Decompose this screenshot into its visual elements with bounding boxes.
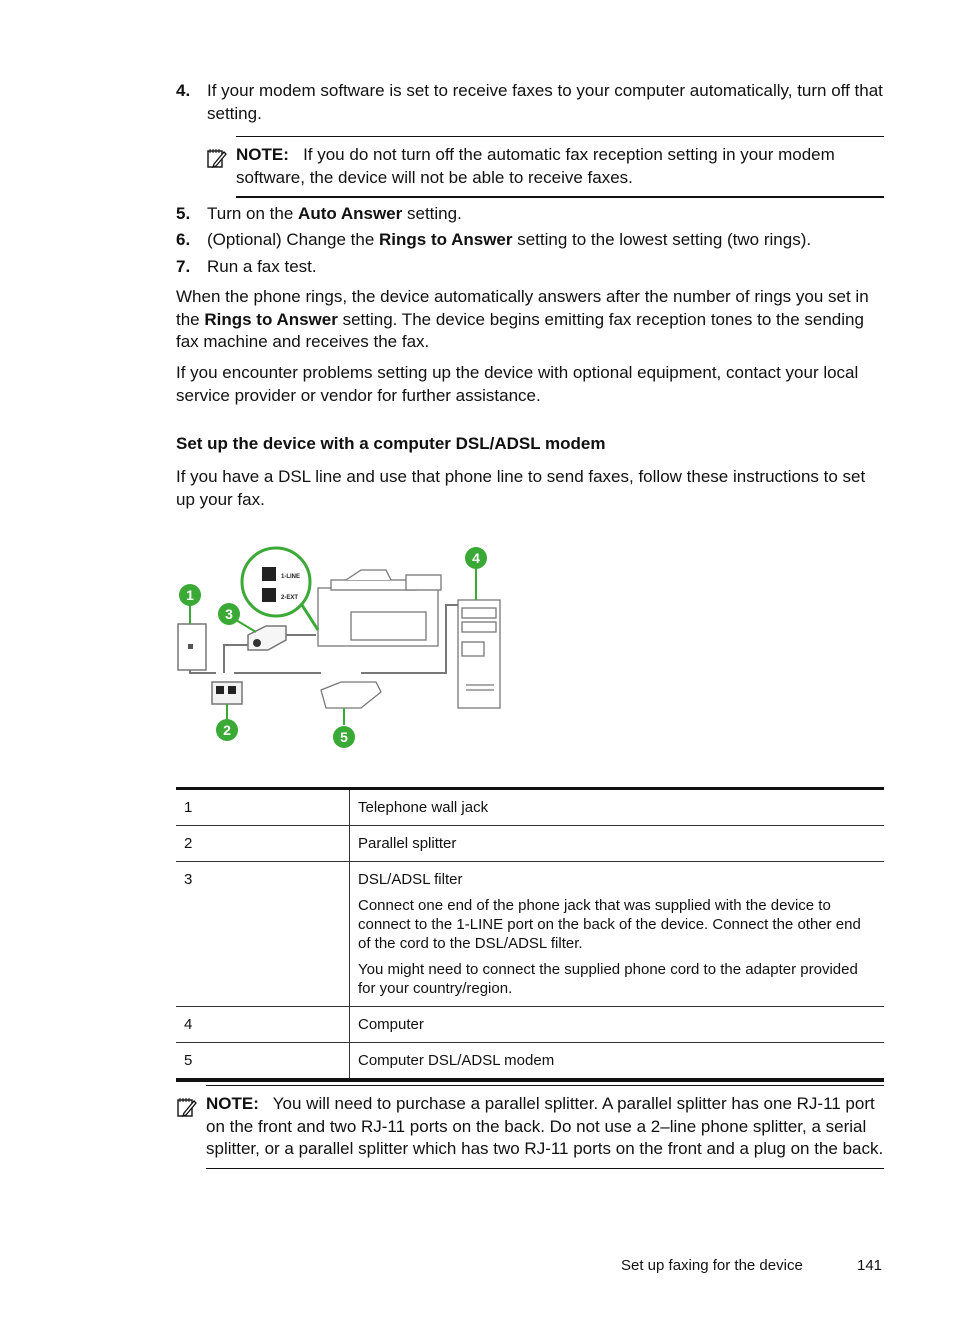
description-cell: [350, 826, 885, 862]
section-intro: If you have a DSL line and use that phone line to send faxes, follow these instructions to set up your fax.: [176, 467, 866, 509]
step-number: 7.: [176, 257, 191, 276]
description-line: Telephone wall jack: [358, 799, 489, 816]
description-cell: [350, 862, 885, 1007]
diagram-legend-table: [176, 787, 884, 1082]
callout-number: 5: [340, 729, 348, 745]
callout-number: 2: [223, 722, 231, 738]
step-text: setting to the lowest setting (two rings).: [512, 230, 812, 249]
splitter-icon: [212, 682, 242, 704]
description-cell: [350, 789, 885, 826]
description-line: Parallel splitter: [358, 835, 457, 852]
paragraph-auto-answer: [176, 286, 884, 354]
callout-number-cell: 5: [176, 1043, 350, 1081]
printer-icon: [318, 570, 441, 646]
note-label: NOTE:: [236, 145, 289, 164]
callout-3: [218, 603, 256, 632]
description-line: DSL/ADSL filter: [358, 871, 463, 888]
callout-number-cell: 2: [176, 826, 350, 862]
paragraph-problems: If you encounter problems setting up the device with optional equipment, contact your local service provider or vendor for further assistance.: [176, 363, 859, 405]
callout-number-cell: 1: [176, 789, 350, 826]
table-row: [176, 862, 884, 1007]
modem-icon: [321, 682, 381, 708]
note-pad-icon: [176, 1096, 198, 1118]
step-6: [176, 229, 884, 252]
callout-number: 1: [186, 587, 194, 603]
port-label-1-line: 1-LINE: [281, 574, 301, 580]
paragraph-text: setting. The device begins emitting fax reception tones to the sending fax machine and receives the fax.: [176, 309, 864, 351]
paragraph-text: When the phone rings, the device automatically answers after the number of rings you set in the: [176, 287, 869, 329]
description-line: Connect one end of the phone jack that was supplied with the device to connect to the 1-LINE port on the back of the device. Connect the other end of the cord to the DSL/ADSL filter.: [358, 897, 861, 952]
table-row: [176, 1007, 884, 1043]
step-text: If your modem software is set to receive faxes to your computer automatically, turn off that setting.: [207, 81, 883, 123]
note-pad-icon: [206, 147, 228, 169]
note-box-splitter: [206, 1085, 884, 1169]
callout-1: [179, 584, 201, 624]
step-7: [176, 256, 884, 279]
footer-section-title: Set up faxing for the device: [621, 1257, 803, 1274]
section-heading: Set up the device with a computer DSL/ADSL modem: [176, 434, 606, 453]
step-text: setting.: [402, 204, 462, 223]
description-line: Computer: [358, 1016, 424, 1033]
port-label-2-ext: 2-EXT: [281, 595, 299, 601]
callout-number: 3: [225, 606, 233, 622]
step-text: Run a fax test.: [207, 257, 317, 276]
note-content: [236, 137, 884, 196]
step-number: 6.: [176, 230, 191, 249]
wall-jack-icon: [178, 624, 206, 670]
step-number: 4.: [176, 81, 191, 100]
note-label: NOTE:: [206, 1094, 259, 1113]
setting-name: Auto Answer: [298, 204, 403, 223]
setting-name: Rings to Answer: [379, 230, 513, 249]
port-magnifier: [242, 548, 318, 630]
description-cell: [350, 1043, 885, 1081]
table-row: [176, 826, 884, 862]
callout-4: [465, 547, 487, 600]
page-number: 141: [857, 1257, 883, 1274]
step-number: 5.: [176, 204, 191, 223]
callout-number-cell: 3: [176, 862, 350, 1007]
computer-icon: [458, 600, 500, 708]
note-box: [236, 136, 884, 198]
callout-number: 4: [472, 550, 480, 566]
callout-number-cell: 4: [176, 1007, 350, 1043]
description-line: Computer DSL/ADSL modem: [358, 1052, 555, 1069]
note-content: [206, 1086, 884, 1168]
description-line: You might need to connect the supplied phone cord to the adapter provided for your country/region.: [358, 961, 858, 997]
note-text: If you do not turn off the automatic fax reception setting in your modem software, the device will not be able to receive faxes.: [236, 145, 835, 187]
step-5: [176, 203, 884, 226]
table-row: [176, 789, 884, 826]
step-text: (Optional) Change the: [207, 230, 379, 249]
setting-name: Rings to Answer: [204, 309, 338, 329]
description-cell: [350, 1007, 885, 1043]
table-row: [176, 1043, 884, 1081]
callout-2: [216, 704, 238, 741]
note-text: You will need to purchase a parallel splitter. A parallel splitter has one RJ-11 port on the front and two RJ-11 ports on the back. Do not use a 2–line phone splitter, a serial splitter, or a parallel splitter which has two RJ-11 ports on the front and a plug on the back.: [206, 1094, 884, 1158]
step-text: Turn on the: [207, 204, 299, 223]
step-4: [176, 80, 884, 125]
dsl-setup-diagram: [176, 540, 516, 755]
callout-5: [333, 708, 355, 748]
